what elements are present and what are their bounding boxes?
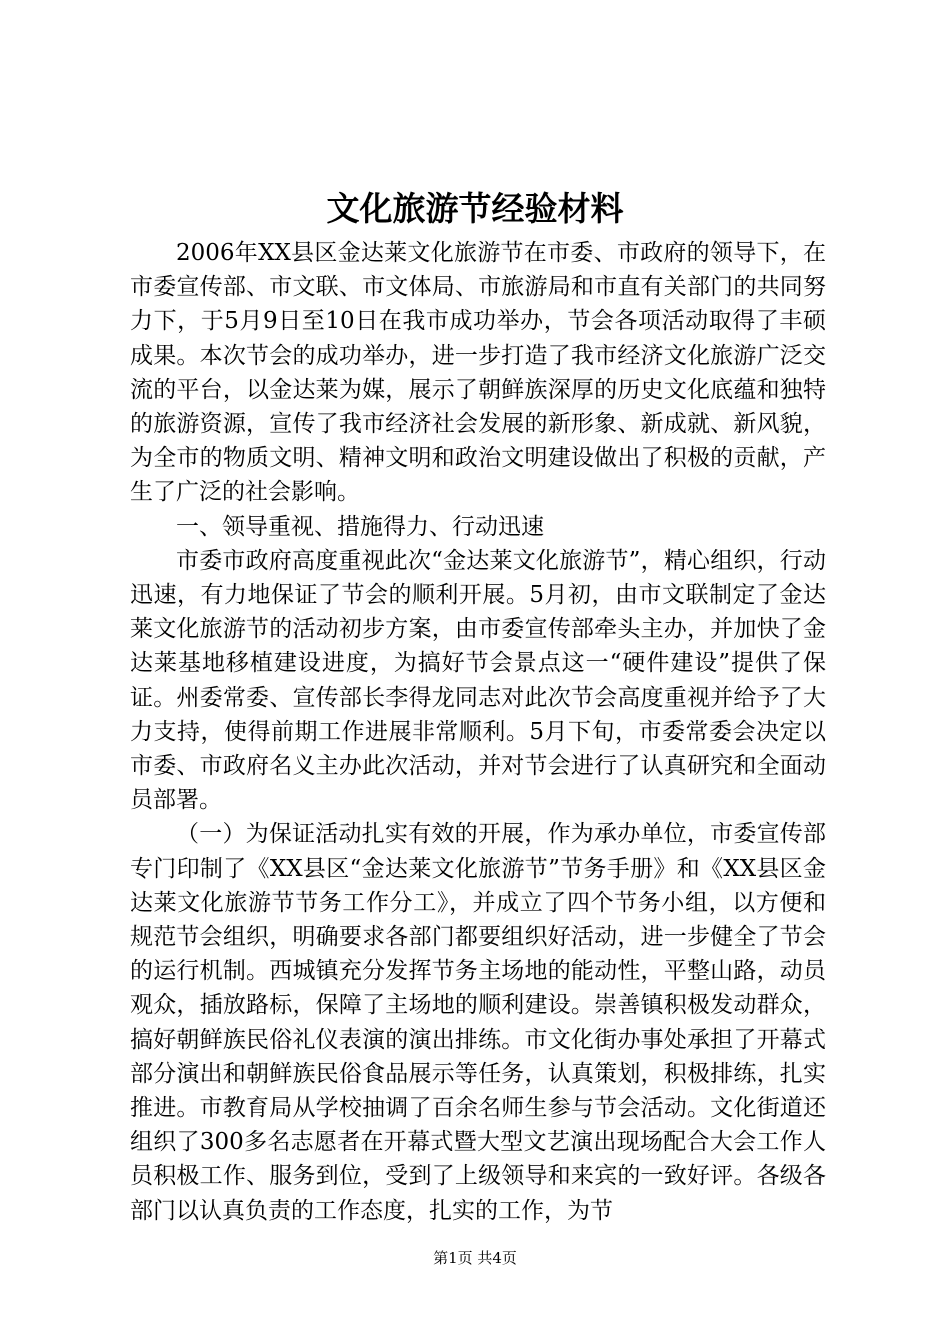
document-title: 文化旅游节经验材料 <box>326 189 624 228</box>
paragraph-intro: 2006年XX县区金达莱文化旅游节在市委、市政府的领导下，在市委宣传部、市文联、市文体局、市旅游局和市直有关部门的共同努力下，于5月9日至10日在我市成功举办，节会各项活动取得了丰硕成果。本次节会的成功举办，进一步打造了我市经济文化旅游广泛交流的平台，以金达莱为媒，展示了朝鲜族深厚的历史文化底蕴和独特的旅游资源，宣传了我市经济社会发展的新形象、新成就、新风貌，为全市的物质文明、精神文明和政治文明建设做出了积极的贡献，产生了广泛的社会影响。 <box>130 240 826 506</box>
page-number: 第1页 共4页 <box>433 1249 517 1267</box>
section-heading: 一、领导重视、措施得力、行动迅速 <box>176 513 544 540</box>
paragraph-leadership: 市委市政府高度重视此次“金达莱文化旅游节”，精心组织，行动迅速，有力地保证了节会的顺利开展。5月初，由市文联制定了金达莱文化旅游节的活动初步方案，由市委宣传部牵头主办，并加快了金达莱基地移植建设进度，为搞好节会景点这一“硬件建设”提供了保证。州委常委、宣传部长李得龙同志对此次节会高度重视并给予了大力支持，使得前期工作进展非常顺利。5月下旬，市委常委会决定以市委、市政府名义主办此次活动，并对节会进行了认真研究和全面动员部署。 <box>130 547 826 814</box>
paragraph-measures: （一）为保证活动扎实有效的开展，作为承办单位，市委宣传部专门印制了《XX县区“金达莱文化旅游节”节务手册》和《XX县区金达莱文化旅游节节务工作分工》，并成立了四个节务小组，以方便和规范节会组织，明确要求各部门都要组织好活动，进一步健全了节会的运行机制。西城镇充分发挥节务主场地的能动性，平整山路，动员观众，插放路标，保障了主场地的顺利建设。崇善镇积极发动群众，搞好朝鲜族民俗礼仪表演的演出排练。市文化街办事处承担了开幕式部分演出和朝鲜族民俗食品展示等任务，认真策划，积极排练，扎实推进。市教育局从学校抽调了百余名师生参与节会活动。文化街道还组织了300多名志愿者在开幕式暨大型文艺演出现场配合大会工作人员积极工作、服务到位，受到了上级领导和来宾的一致好评。各级各部门以认真负责的工作态度，扎实的工作，为节 <box>130 821 826 1224</box>
document-body <box>130 236 826 1228</box>
